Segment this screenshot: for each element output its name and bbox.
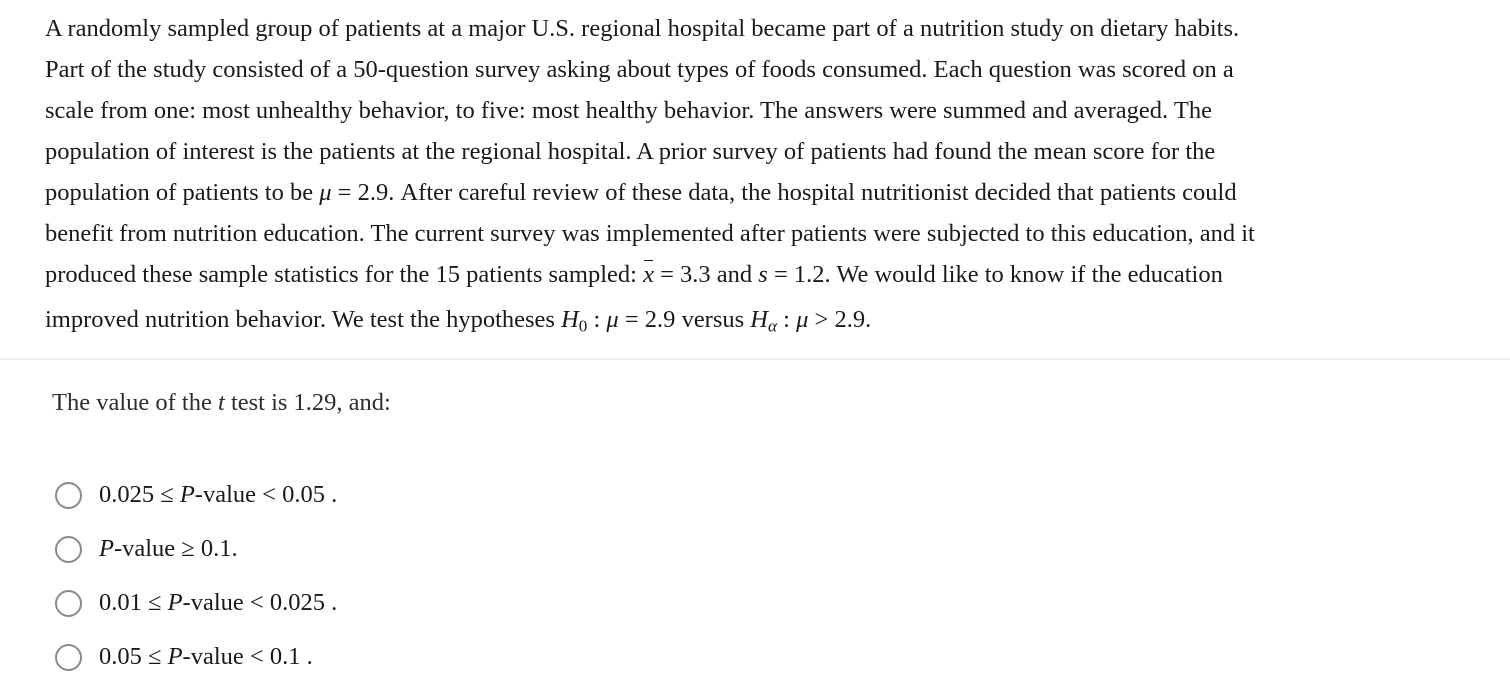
option-label: P-value ≥ 0.1. bbox=[99, 535, 238, 562]
stem-line-5: population of patients to be μ = 2.9. After careful review of these data, the hospital nutritionist decided that patients could bbox=[45, 179, 1237, 206]
ha-symbol: H bbox=[750, 306, 768, 333]
stem-line-4: population of interest is the patients at the regional hospital. A prior survey of patients had found the mean score for the bbox=[45, 138, 1216, 165]
radio-button[interactable] bbox=[55, 482, 82, 509]
stem-line-7: produced these sample statistics for the 15 patients sampled: x = 3.3 and s = 1.2. We would like to know if the education bbox=[45, 254, 1485, 295]
x-bar-symbol: x bbox=[643, 254, 654, 295]
option-label: 0.01 ≤ P-value < 0.025 . bbox=[99, 589, 338, 616]
answer-option-2[interactable] bbox=[55, 522, 337, 576]
section-divider bbox=[0, 358, 1510, 360]
h0-symbol: H bbox=[561, 306, 579, 333]
answer-option-4[interactable] bbox=[55, 630, 337, 684]
answer-option-3[interactable] bbox=[55, 576, 337, 630]
stem-line-2: Part of the study consisted of a 50-question survey asking about types of foods consumed. Each question was scored on a bbox=[45, 56, 1234, 83]
mu-symbol: μ bbox=[319, 179, 332, 206]
option-label: 0.05 ≤ P-value < 0.1 . bbox=[99, 643, 313, 670]
radio-button[interactable] bbox=[55, 590, 82, 617]
stem-line-3: scale from one: most unhealthy behavior, to five: most healthy behavior. The answers were summed and averaged. The bbox=[45, 97, 1212, 124]
option-label: 0.025 ≤ P-value < 0.05 . bbox=[99, 481, 338, 508]
stem-line-6: benefit from nutrition education. The current survey was implemented after patients were subjected to this education, and it bbox=[45, 220, 1255, 247]
answer-option-1[interactable] bbox=[55, 468, 337, 522]
t-symbol: t bbox=[218, 389, 225, 416]
radio-button[interactable] bbox=[55, 644, 82, 671]
answer-options bbox=[55, 468, 337, 684]
question-prompt: The value of the t test is 1.29, and: bbox=[52, 389, 391, 416]
stem-line-1: A randomly sampled group of patients at a major U.S. regional hospital became part of a nutrition study on dietary habits. bbox=[45, 15, 1240, 42]
radio-button[interactable] bbox=[55, 536, 82, 563]
stem-line-8: improved nutrition behavior. We test the hypotheses $H_0$ : μ = 2.9 versus $H_\alpha$ : μ > 2.9. bbox=[45, 306, 872, 336]
question-stem bbox=[45, 8, 1485, 340]
s-symbol: s bbox=[758, 261, 768, 288]
